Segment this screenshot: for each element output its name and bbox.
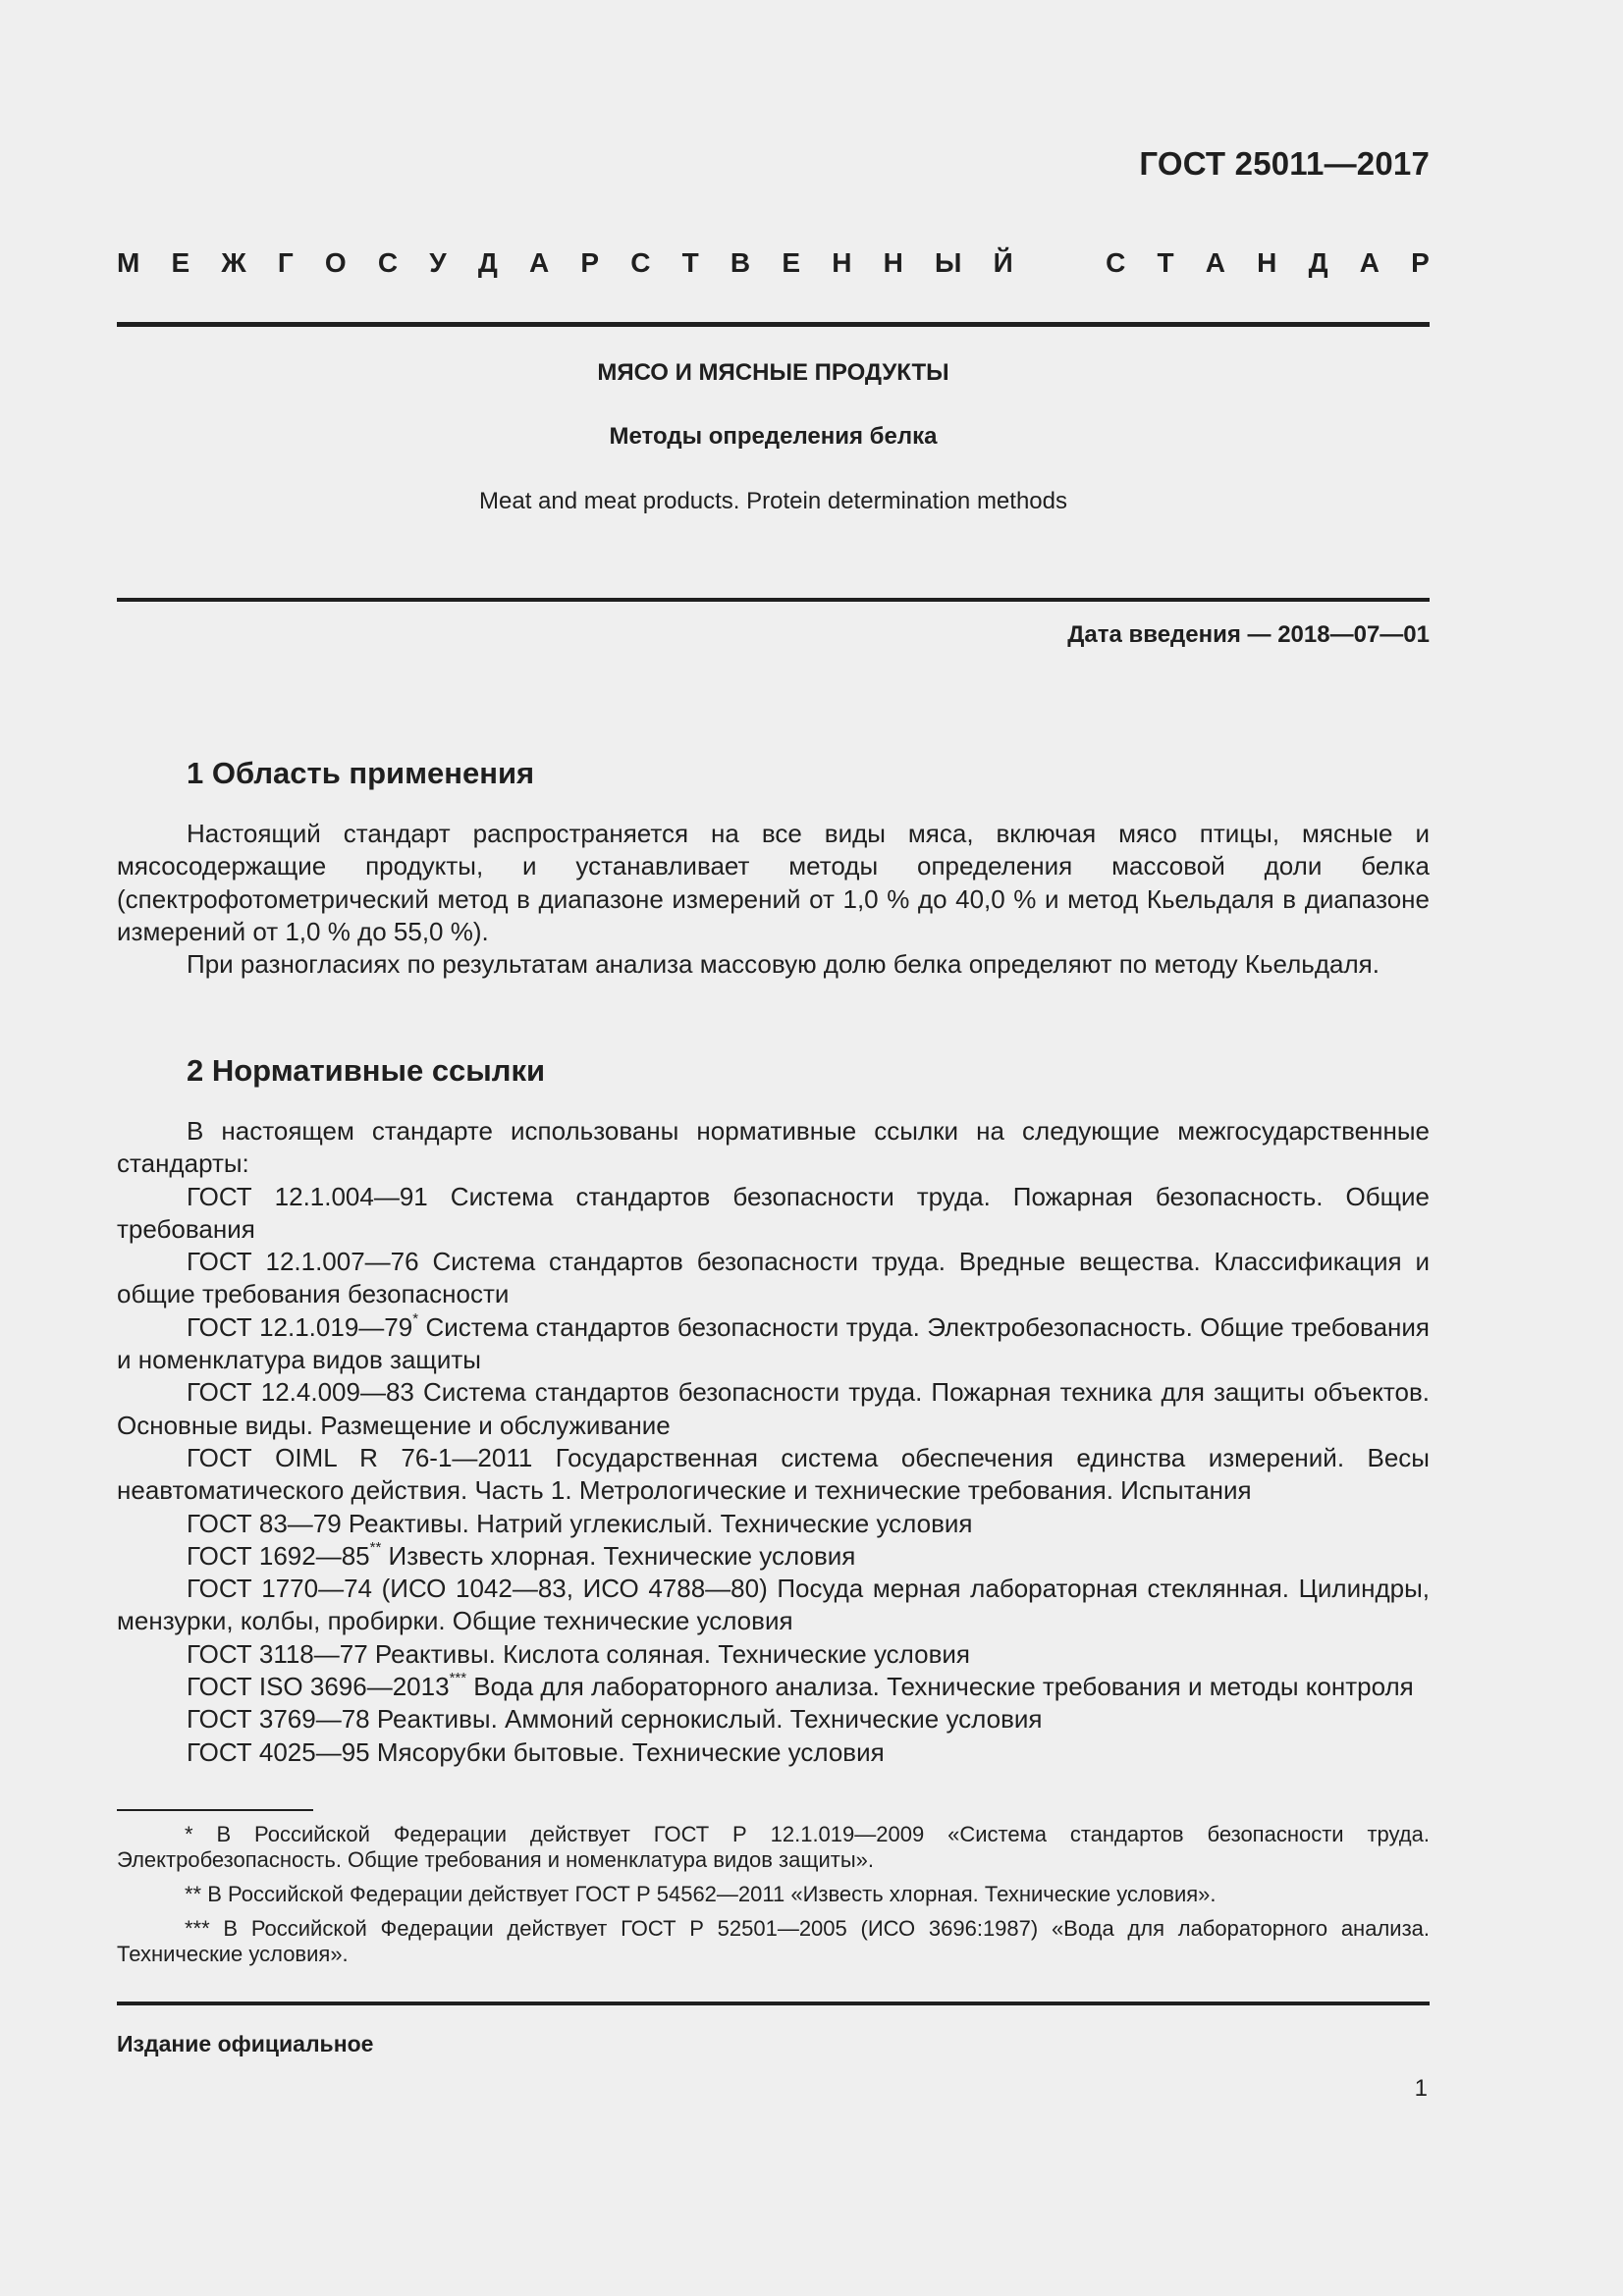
reference-code: ГОСТ 4025—95 <box>187 1736 370 1767</box>
introduction-date: Дата введения — 2018—07—01 <box>1067 621 1430 648</box>
standard-type-letter: Т <box>1157 247 1174 278</box>
reference-item <box>117 1246 1430 1311</box>
reference-title: Система стандартов безопасности труда. Пожарная безопасность. Общие требования <box>117 1181 1430 1244</box>
reference-item <box>117 1638 1430 1671</box>
reference-item <box>117 1311 1430 1377</box>
reference-code: ГОСТ OIML R 76-1—2011 <box>187 1442 533 1472</box>
footnote-mark: * <box>412 1310 419 1328</box>
reference-item <box>117 1671 1430 1703</box>
document-title-english: Meat and meat products. Protein determination methods <box>479 488 1067 514</box>
reference-title: Система стандартов безопасности труда. Электробезопасность. Общие требования и номенклатура видов защиты <box>117 1311 1430 1375</box>
standard-type-letter: Н <box>883 247 903 278</box>
reference-code: ГОСТ 12.1.007—76 <box>187 1247 419 1277</box>
standard-type-letter: С <box>1106 247 1126 278</box>
footnote-mark: ** <box>369 1539 382 1557</box>
paragraph: В настоящем стандарте использованы нормативные ссылки на следующие межгосударственные стандарты: <box>117 1116 1430 1179</box>
standard-type-letter: Е <box>171 247 190 278</box>
reference-code: ГОСТ 1770—74 <box>187 1574 373 1604</box>
reference-title: Вода для лабораторного анализа. Технические требования и методы контроля <box>466 1672 1414 1702</box>
standard-type-letter: У <box>429 247 447 278</box>
reference-item <box>117 1573 1430 1638</box>
standard-type-letter: С <box>630 247 651 278</box>
reference-item <box>117 1703 1430 1735</box>
document-code: ГОСТ 25011—2017 <box>1139 145 1430 182</box>
footnote: *** В Российской Федерации действует ГОСТ Р 52501—2005 (ИСО 3696:1987) «Вода для лабораторного анализа. Технические условия». <box>117 1916 1430 1966</box>
footer-rule <box>117 2002 1430 2005</box>
reference-code: ГОСТ 3118—77 <box>187 1638 368 1669</box>
reference-code: ГОСТ 1692—85 <box>187 1540 370 1571</box>
footnote-separator <box>117 1809 313 1811</box>
standard-type-letter: А <box>1205 247 1225 278</box>
reference-title: Реактивы. Аммоний сернокислый. Технические условия <box>369 1704 1043 1735</box>
paragraph: Настоящий стандарт распространяется на все виды мяса, включая мясо птицы, мясные и мясосодержащие продукты, и устанавливает методы определения массовой доли белка (спектрофотометрический метод в диапазоне измерений от 1,0 % до 40,0 % и метод Кьельдаля в диапазоне измерений от 1,0 % до 55,0 %). <box>117 819 1430 946</box>
standard-type-letter: Д <box>1308 247 1328 278</box>
footnote-mark: *** <box>449 1670 467 1687</box>
edition-label: Издание официальное <box>117 2031 374 2056</box>
standard-type-letter: А <box>1359 247 1380 278</box>
reference-title: Государственная система обеспечения единства измерений. Весы неавтоматического действия. Часть 1. Метрологические и технические требования. Испытания <box>117 1442 1430 1506</box>
standard-type-letter: Н <box>1257 247 1277 278</box>
standard-type-word-gap <box>1045 247 1074 279</box>
footnote: ** В Российской Федерации действует ГОСТ Р 54562—2011 «Известь хлорная. Технические условия». <box>185 1882 1217 1906</box>
reference-title: Известь хлорная. Технические условия <box>381 1540 856 1571</box>
section-2-body <box>117 1115 1430 1769</box>
title-bottom-rule <box>117 598 1430 602</box>
footnote: * В Российской Федерации действует ГОСТ Р 12.1.019—2009 «Система стандартов безопасности труда. Электробезопасность. Общие требования и номенклатура видов защиты». <box>117 1822 1430 1872</box>
page-number: 1 <box>1414 2075 1428 2102</box>
standard-type-letter: Н <box>832 247 852 278</box>
reference-code: ГОСТ 12.4.009—83 <box>187 1377 414 1408</box>
standard-type-letter: Ы <box>935 247 962 278</box>
standard-type-letter: М <box>117 247 140 278</box>
reference-item <box>117 1442 1430 1508</box>
section-1-heading: 1 Область применения <box>187 756 535 790</box>
standard-type-letter: Г <box>277 247 294 278</box>
reference-item <box>117 1181 1430 1247</box>
paragraph: При разногласиях по результатам анализа массовую долю белка определяют по методу Кьельдаля. <box>187 949 1380 980</box>
standard-type-letter: Е <box>782 247 801 278</box>
reference-title: Мясорубки бытовые. Технические условия <box>369 1736 885 1767</box>
standard-type-letter: Р <box>580 247 600 278</box>
reference-code: ГОСТ 83—79 <box>187 1508 342 1538</box>
reference-item <box>117 1540 1430 1573</box>
standard-type-heading <box>117 247 1430 279</box>
reference-code: ГОСТ ISO 3696—2013 <box>187 1672 450 1702</box>
reference-title: Система стандартов безопасности труда. Вредные вещества. Классификация и общие требования безопасности <box>117 1247 1430 1309</box>
top-rule <box>117 322 1430 327</box>
reference-item <box>117 1376 1430 1442</box>
reference-title: Реактивы. Кислота соляная. Технические условия <box>367 1638 971 1669</box>
reference-code: ГОСТ 12.1.019—79 <box>187 1311 413 1342</box>
reference-code: ГОСТ 3769—78 <box>187 1704 370 1735</box>
standard-type-letter: Т <box>681 247 699 278</box>
standard-type-letter: Й <box>993 247 1013 278</box>
section-2-heading: 2 Нормативные ссылки <box>187 1053 546 1088</box>
standard-type-letter: Д <box>477 247 498 278</box>
reference-code: ГОСТ 12.1.004—91 <box>187 1181 428 1211</box>
standard-type-letter: С <box>377 247 399 278</box>
standard-type-letter: Р <box>1411 247 1430 278</box>
document-title: МЯСО И МЯСНЫЕ ПРОДУКТЫ <box>597 359 949 386</box>
standard-type-letter: В <box>730 247 751 278</box>
reference-item <box>117 1736 1430 1769</box>
standard-type-letter: А <box>528 247 550 278</box>
footnotes <box>117 1822 1430 1976</box>
reference-title: Система стандартов безопасности труда. Пожарная техника для защиты объектов. Основные виды. Размещение и обслуживание <box>117 1377 1430 1440</box>
reference-title: Реактивы. Натрий углекислый. Технические условия <box>341 1508 973 1538</box>
reference-title: (ИСО 1042—83, ИСО 4788—80) Посуда мерная лабораторная стеклянная. Цилиндры, мензурки, колбы, пробирки. Общие технические условия <box>117 1574 1430 1636</box>
reference-item <box>117 1508 1430 1540</box>
section-1-body <box>117 818 1430 981</box>
standard-type-letter: Ж <box>221 247 246 278</box>
document-subtitle: Методы определения белка <box>609 423 938 450</box>
standard-type-letter: О <box>324 247 347 278</box>
